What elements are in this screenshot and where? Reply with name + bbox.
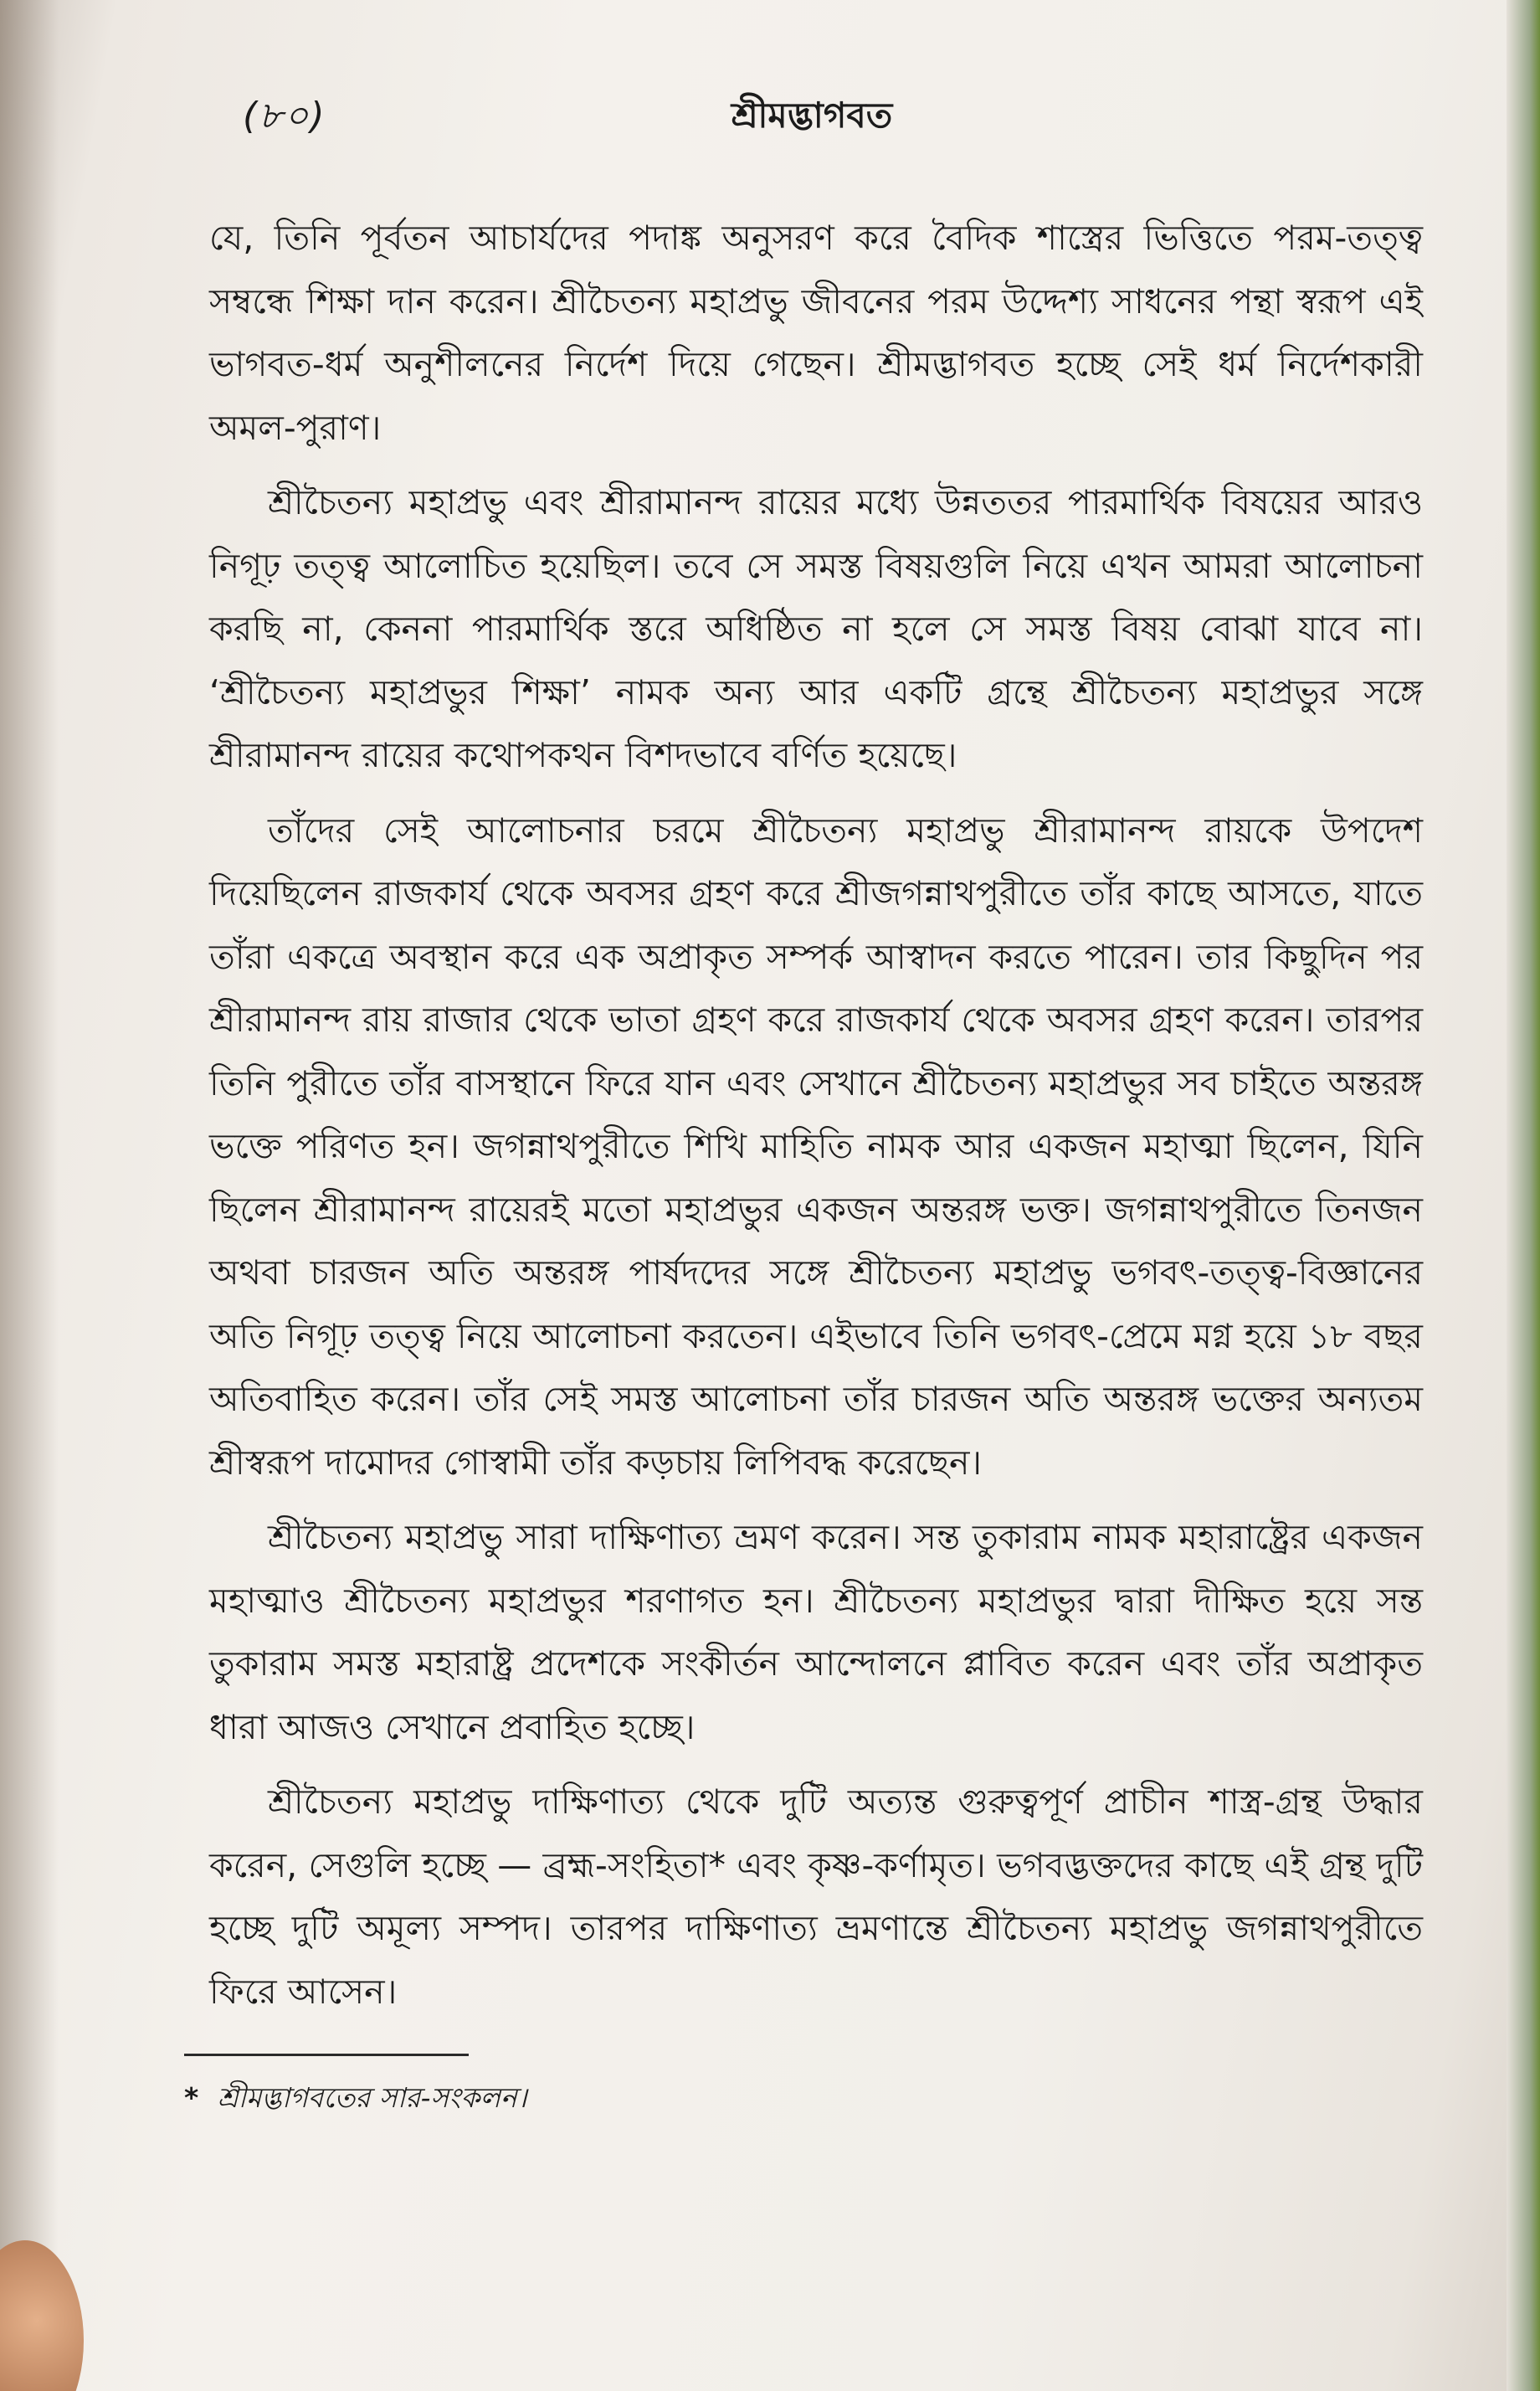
paragraph-3: তাঁদের সেই আলোচনার চরমে শ্রীচৈতন্য মহাপ্রভু শ্রীরামানন্দ রায়কে উপদেশ দিয়েছিলেন রাজকার্য থেকে অবসর গ্রহণ করে শ্রীজগন্নাথপুরীতে তাঁর কাছে আসতে, যাতে তাঁরা একত্রে অবস্থান করে এক অপ্রাকৃত সম্পর্ক আস্বাদন করতে পারেন। তার কিছুদিন পর শ্রীরামানন্দ রায় রাজার থেকে ভাতা গ্রহণ করে রাজকার্য থেকে অবসর গ্রহণ করেন। তারপর তিনি পুরীতে তাঁর বাসস্থানে ফিরে যান এবং সেখানে শ্রীচৈতন্য মহাপ্রভুর সব চাইতে অন্তরঙ্গ ভক্তে পরিণত হন। জগন্নাথপুরীতে শিখি মাহিতি নামক আর একজন মহাত্মা ছিলেন, যিনি ছিলেন শ্রীরামানন্দ রায়েরই মতো মহাপ্রভুর একজন অন্তরঙ্গ ভক্ত। জগন্নাথপুরীতে তিনজন অথবা চারজন অতি অন্তরঙ্গ পার্ষদদের সঙ্গে শ্রীচৈতন্য মহাপ্রভু ভগবৎ-তত্ত্ব-বিজ্ঞানের অতি নিগূঢ় তত্ত্ব নিয়ে আলোচনা করতেন। এইভাবে তিনি ভগবৎ-প্রেমে মগ্ন হয়ে ১৮ বছর অতিবাহিত করেন। তাঁর সেই সমস্ত আলোচনা তাঁর চারজন অতি অন্তরঙ্গ ভক্তের অন্যতম শ্রীস্বরূপ দামোদর গোস্বামী তাঁর কড়চায় লিপিবদ্ধ করেছেন। [209,810,1423,1483]
body-text [176,207,1448,2023]
paragraph-2: শ্রীচৈতন্য মহাপ্রভু এবং শ্রীরামানন্দ রায়ের মধ্যে উন্নততর পারমার্থিক বিষয়ের আরও নিগূঢ় তত্ত্ব আলোচিত হয়েছিল। তবে সে সমস্ত বিষয়গুলি নিয়ে এখন আমরা আলোচনা করছি না, কেননা পারমার্থিক স্তরে অধিষ্ঠিত না হলে সে সমস্ত বিষয় বোঝা যাবে না। ‘শ্রীচৈতন্য মহাপ্রভুর শিক্ষা’ নামক অন্য আর একটি গ্রন্থে শ্রীচৈতন্য মহাপ্রভুর সঙ্গে শ্রীরামানন্দ রায়ের কথোপকথন বিশদভাবে বর্ণিত হয়েছে। [209,482,1423,775]
printed-page [176,88,1448,2332]
thumb [0,2240,84,2391]
page-edge [1507,0,1540,2391]
spine-shadow [0,0,59,2391]
page-header [176,88,1448,155]
footnote-rule [184,2054,469,2056]
footnote [184,2076,1448,2123]
paragraph-1: যে, তিনি পূর্বতন আচার্যদের পদাঙ্ক অনুসরণ করে বৈদিক শাস্ত্রের ভিত্তিতে পরম-তত্ত্ব সম্বন্ধে শিক্ষা দান করেন। শ্রীচৈতন্য মহাপ্রভু জীবনের পরম উদ্দেশ্য সাধনের পন্থা স্বরূপ এই ভাগবত-ধর্ম অনুশীলনের নির্দেশ দিয়ে গেছেন। শ্রীমদ্ভাগবত হচ্ছে সেই ধর্ম নির্দেশকারী অমল-পুরাণ। [209,218,1423,448]
paragraph-5: শ্রীচৈতন্য মহাপ্রভু দাক্ষিণাত্য থেকে দুটি অত্যন্ত গুরুত্বপূর্ণ প্রাচীন শাস্ত্র-গ্রন্থ উদ্ধার করেন, সেগুলি হচ্ছে — ব্রহ্ম-সংহিতা* এবং কৃষ্ণ-কর্ণামৃত। ভগবদ্ভক্তদের কাছে এই গ্রন্থ দুটি হচ্ছে দুটি অমূল্য সম্পদ। তারপর দাক্ষিণাত্য ভ্রমণান্তে শ্রীচৈতন্য মহাপ্রভু জগন্নাথপুরীতে ফিরে আসেন। [209,1782,1423,2012]
footnote-mark: * [184,2081,199,2114]
page-number: (৮০) [243,95,326,137]
running-title: শ্রীমদ্ভাগবত [731,95,893,136]
footnote-text: শ্রীমদ্ভাগবতের সার-সংকলন। [217,2081,527,2114]
paragraph-4: শ্রীচৈতন্য মহাপ্রভু সারা দাক্ষিণাত্য ভ্রমণ করেন। সন্ত তুকারাম নামক মহারাষ্ট্রের একজন মহাত্মাও শ্রীচৈতন্য মহাপ্রভুর শরণাগত হন। শ্রীচৈতন্য মহাপ্রভুর দ্বারা দীক্ষিত হয়ে সন্ত তুকারাম সমস্ত মহারাষ্ট্র প্রদেশকে সংকীর্তন আন্দোলনে প্লাবিত করেন এবং তাঁর অপ্রাকৃত ধারা আজও সেখানে প্রবাহিত হচ্ছে। [209,1517,1423,1747]
